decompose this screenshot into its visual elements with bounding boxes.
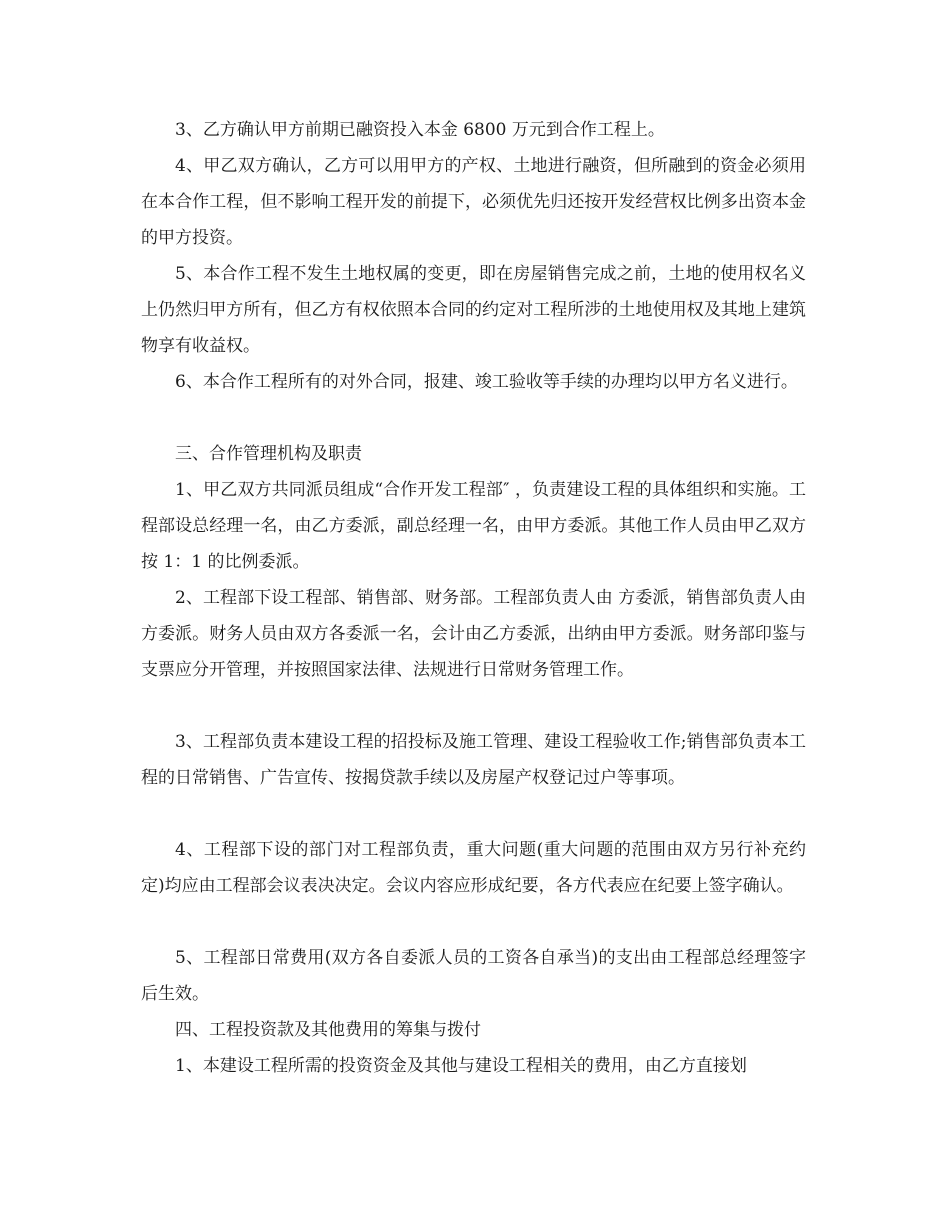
paragraph-section4-item1: 1、本建设工程所需的投资资金及其他与建设工程相关的费用，由乙方直接划 [175,1056,747,1076]
section-heading-3: 三、合作管理机构及职责 [175,444,362,464]
paragraph-section3-item4: 4、工程部下设的部门对工程部负责，重大问题(重大问题的范围由双方另行补充约定)均应由工程部会议表决决定。会议内容应形成纪要，各方代表应在纪要上签字确认。 [141,840,806,896]
paragraph-clause-5: 5、本合作工程不发生土地权属的变更，即在房屋销售完成之前，土地的使用权名义上仍然归甲方所有，但乙方有权依照本合同的约定对工程所涉的土地使用权及其地上建筑物享有收益权。 [141,264,806,356]
paragraph-clause-6: 6、本合作工程所有的对外合同，报建、竣工验收等手续的办理均以甲方名义进行。 [175,372,798,392]
section-heading-4: 四、工程投资款及其他费用的筹集与拨付 [175,1020,481,1040]
paragraph-section3-item2: 2、工程部下设工程部、销售部、财务部。工程部负责人由 方委派，销售部负责人由 方委派。财务人员由双方各委派一名，会计由乙方委派，出纳由甲方委派。财务部印鉴与支票应分开管理，并按照国家法律、法规进行日常财务管理工作。 [141,588,806,680]
paragraph-clause-4: 4、甲乙双方确认，乙方可以用甲方的产权、土地进行融资，但所融到的资金必须用在本合作工程，但不影响工程开发的前提下，必须优先归还按开发经营权比例多出资本金的甲方投资。 [141,156,806,248]
paragraph-section3-item3: 3、工程部负责本建设工程的招投标及施工管理、建设工程验收工作;销售部负责本工程的日常销售、广告宣传、按揭贷款手续以及房屋产权登记过户等事项。 [141,732,806,788]
paragraph-section3-item1: 1、甲乙双方共同派员组成“合作开发工程部″ ，负责建设工程的具体组织和实施。工程部设总经理一名，由乙方委派，副总经理一名，由甲方委派。其他工作人员由甲乙双方按 1：1 的比例委派。 [141,480,806,572]
paragraph-section3-item5: 5、工程部日常费用(双方各自委派人员的工资各自承当)的支出由工程部总经理签字后生效。 [141,948,806,1004]
paragraph-clause-3: 3、乙方确认甲方前期已融资投入本金 6800 万元到合作工程上。 [175,120,665,140]
